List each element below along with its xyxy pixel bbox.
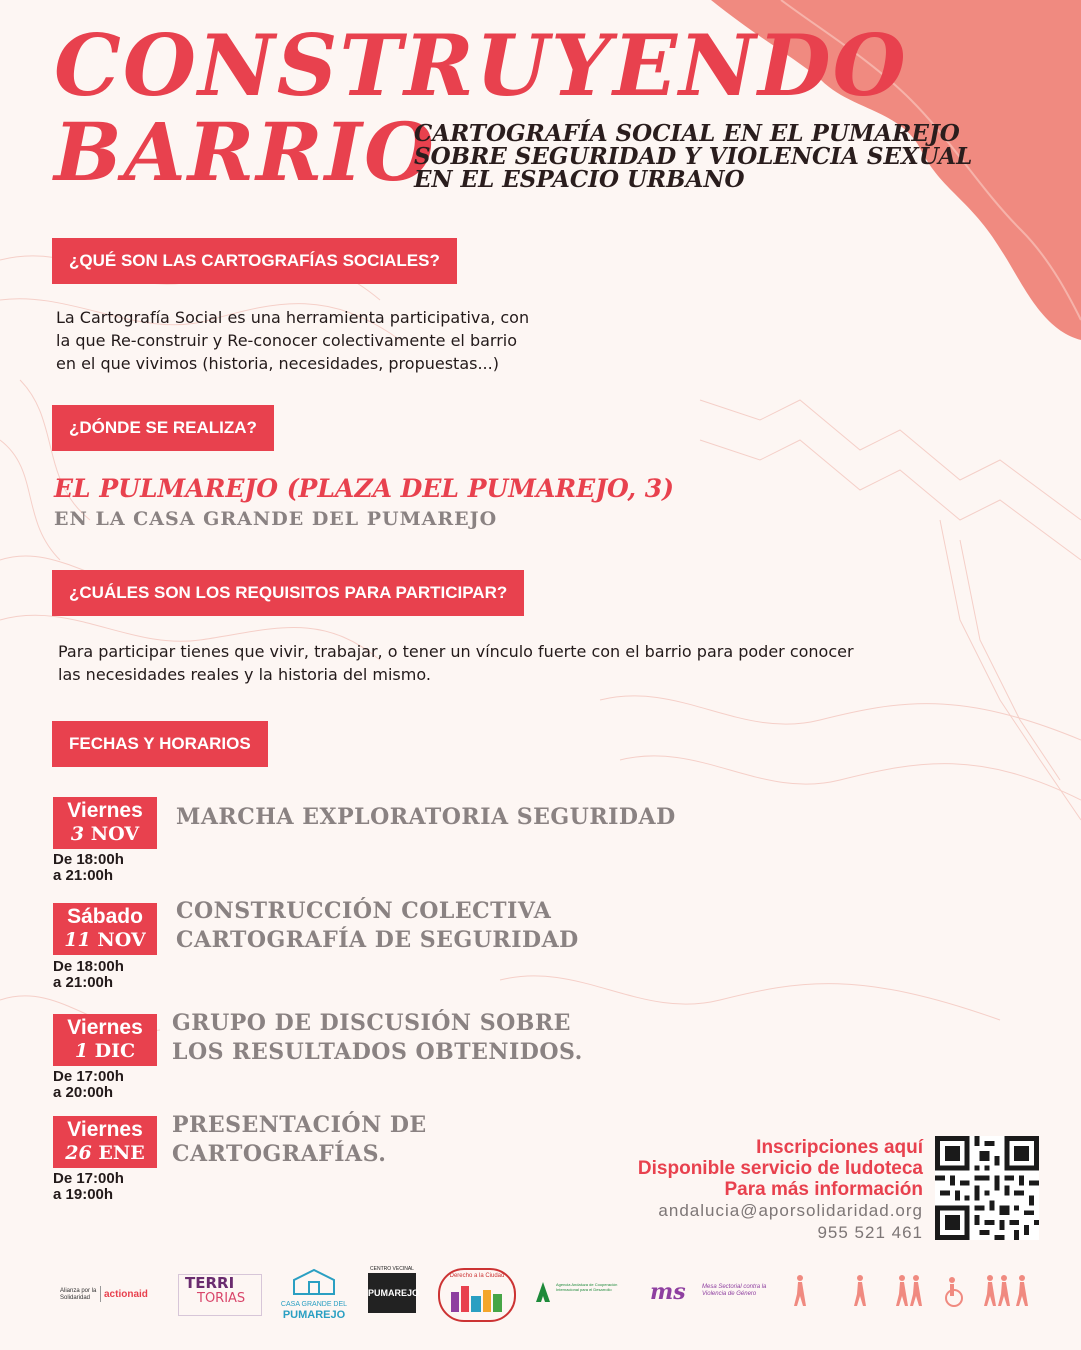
territorias-logo — [178, 1274, 262, 1316]
date-month: ENE — [98, 1142, 145, 1164]
event-title-line: LOS RESULTADOS OBTENIDOS. — [172, 1039, 583, 1065]
event-title-line: CARTOGRAFÍA DE SEGURIDAD — [176, 927, 579, 953]
time-from: De 17:00h — [53, 1170, 124, 1187]
subtitle — [414, 122, 1014, 191]
event-time — [53, 959, 124, 991]
pumarejo-block-logo: PUMAREJO — [368, 1273, 416, 1313]
date-day: Viernes — [67, 1118, 143, 1141]
subtitle-line: EN EL ESPACIO URBANO — [414, 166, 745, 193]
paragraph-line: La Cartografía Social es una herramienta participativa, con — [56, 308, 530, 327]
contact-email[interactable]: andalucia@aporsolidaridad.org — [658, 1201, 923, 1220]
territorias-logo-line1: TERRI — [185, 1274, 235, 1292]
junta-andalucia-icon — [536, 1282, 550, 1302]
paragraph-line: en el que vivimos (historia, necesidades, propuestas...) — [56, 354, 499, 373]
date-badge — [53, 1014, 157, 1066]
event-location-detail: EN LA CASA GRANDE DEL PUMAREJO — [54, 508, 498, 530]
date-number: 11 — [64, 929, 91, 951]
contact-phone[interactable]: 955 521 461 — [817, 1223, 923, 1242]
time-to: a 21:00h — [53, 974, 114, 991]
qr-code-icon[interactable] — [935, 1136, 1039, 1240]
date-badge — [53, 1116, 157, 1168]
date-month: DIC — [94, 1040, 136, 1062]
date-day: Viernes — [67, 1016, 143, 1039]
section-heading-requisitos: ¿CUÁLES SON LOS REQUISITOS PARA PARTICIPAR? — [52, 570, 524, 616]
section-heading-donde: ¿DÓNDE SE REALIZA? — [52, 405, 274, 451]
casa-grande-logo-line2: PUMAREJO — [282, 1309, 346, 1321]
date-day: Sábado — [67, 905, 143, 928]
time-to: a 20:00h — [53, 1084, 114, 1101]
more-info-label: Para más información — [724, 1179, 923, 1200]
alianza-logo: Alianza por la Solidaridad — [60, 1288, 97, 1301]
section-heading-cartografias: ¿QUÉ SON LAS CARTOGRAFÍAS SOCIALES? — [52, 238, 457, 284]
event-time — [53, 852, 124, 884]
time-to: a 21:00h — [53, 867, 114, 884]
centro-vecinal-logo — [368, 1266, 420, 1313]
casa-grande-logo-line1: CASA GRANDE DEL — [280, 1301, 348, 1308]
agencia-label: Agencia Andaluza de Cooperación Internacional para el Desarrollo — [556, 1282, 618, 1292]
time-to: a 19:00h — [53, 1186, 114, 1203]
city-skyline-icon — [447, 1282, 507, 1312]
date-number: 3 — [70, 823, 85, 845]
date-badge — [53, 903, 157, 955]
event-time — [53, 1069, 124, 1101]
event-title — [172, 1111, 427, 1169]
walking-people-icon — [790, 1274, 1040, 1308]
event-title-line: GRUPO DE DISCUSIÓN SOBRE — [172, 1010, 571, 1036]
event-title-line: CONSTRUCCIÓN COLECTIVA — [176, 898, 552, 924]
casa-grande-logo — [280, 1268, 348, 1321]
contact-block — [638, 1137, 923, 1244]
paragraph-line: las necesidades reales y la historia del mismo. — [58, 665, 431, 684]
sponsor-logos: Alianza por la Solidaridad actionaid TERRI TORIAS CASA GRANDE DEL PUMAREJO CENTRO VECINAL PUMAREJO Derecho a la Ciudad Agencia Andaluza de Cooperación Internacional para el Desarrollo ms Mesa Sectorial contra la Violencia de Género — [0, 1262, 1081, 1332]
date-month: NOV — [90, 823, 140, 845]
event-title — [176, 803, 676, 832]
paragraph-line: Para participar tienes que vivir, trabajar, o tener un vínculo fuerte con el barrio para poder conocer — [58, 642, 854, 661]
time-from: De 17:00h — [53, 1068, 124, 1085]
event-location: EL PULMAREJO (PLAZA DEL PUMAREJO, 3) — [54, 474, 674, 503]
mesa-label: Mesa Sectorial contra la Violencia de Género — [702, 1284, 767, 1297]
derecho-ciudad-logo — [438, 1268, 516, 1322]
event-title-line: MARCHA EXPLORATORIA SEGURIDAD — [176, 804, 676, 830]
derecho-ciudad-label: Derecho a la Ciudad — [449, 1273, 505, 1279]
date-number: 1 — [74, 1040, 89, 1062]
centro-vecinal-label: CENTRO VECINAL — [370, 1266, 414, 1272]
requisitos-description — [58, 640, 854, 686]
date-month: NOV — [97, 929, 146, 951]
cartografias-description — [56, 306, 529, 375]
subtitle-line: CARTOGRAFÍA SOCIAL EN EL PUMAREJO — [414, 120, 960, 147]
event-title — [172, 1009, 583, 1067]
building-icon — [292, 1268, 336, 1296]
main-title-line-2: BARRIO — [54, 105, 436, 199]
territorias-logo-line2: TORIAS — [197, 1291, 246, 1306]
paragraph-line: la que Re-construir y Re-conocer colectivamente el barrio — [56, 331, 518, 350]
date-badge — [53, 797, 157, 849]
event-time — [53, 1171, 124, 1203]
event-title-line: PRESENTACIÓN DE — [172, 1112, 427, 1138]
ludoteca-note: Disponible servicio de ludoteca — [637, 1158, 923, 1179]
event-title-line: CARTOGRAFÍAS. — [172, 1141, 387, 1167]
time-from: De 18:00h — [53, 958, 124, 975]
main-title-line-1: CONSTRUYENDO — [54, 16, 908, 115]
subtitle-line: SOBRE SEGURIDAD Y VIOLENCIA SEXUAL — [414, 143, 973, 170]
time-from: De 18:00h — [53, 851, 124, 868]
event-title — [176, 897, 579, 955]
registration-link[interactable]: Inscripciones aquí — [756, 1137, 923, 1158]
date-day: Viernes — [67, 799, 143, 822]
section-heading-fechas: FECHAS Y HORARIOS — [52, 721, 268, 767]
date-number: 26 — [65, 1142, 92, 1164]
actionaid-logo: actionaid — [104, 1289, 148, 1300]
